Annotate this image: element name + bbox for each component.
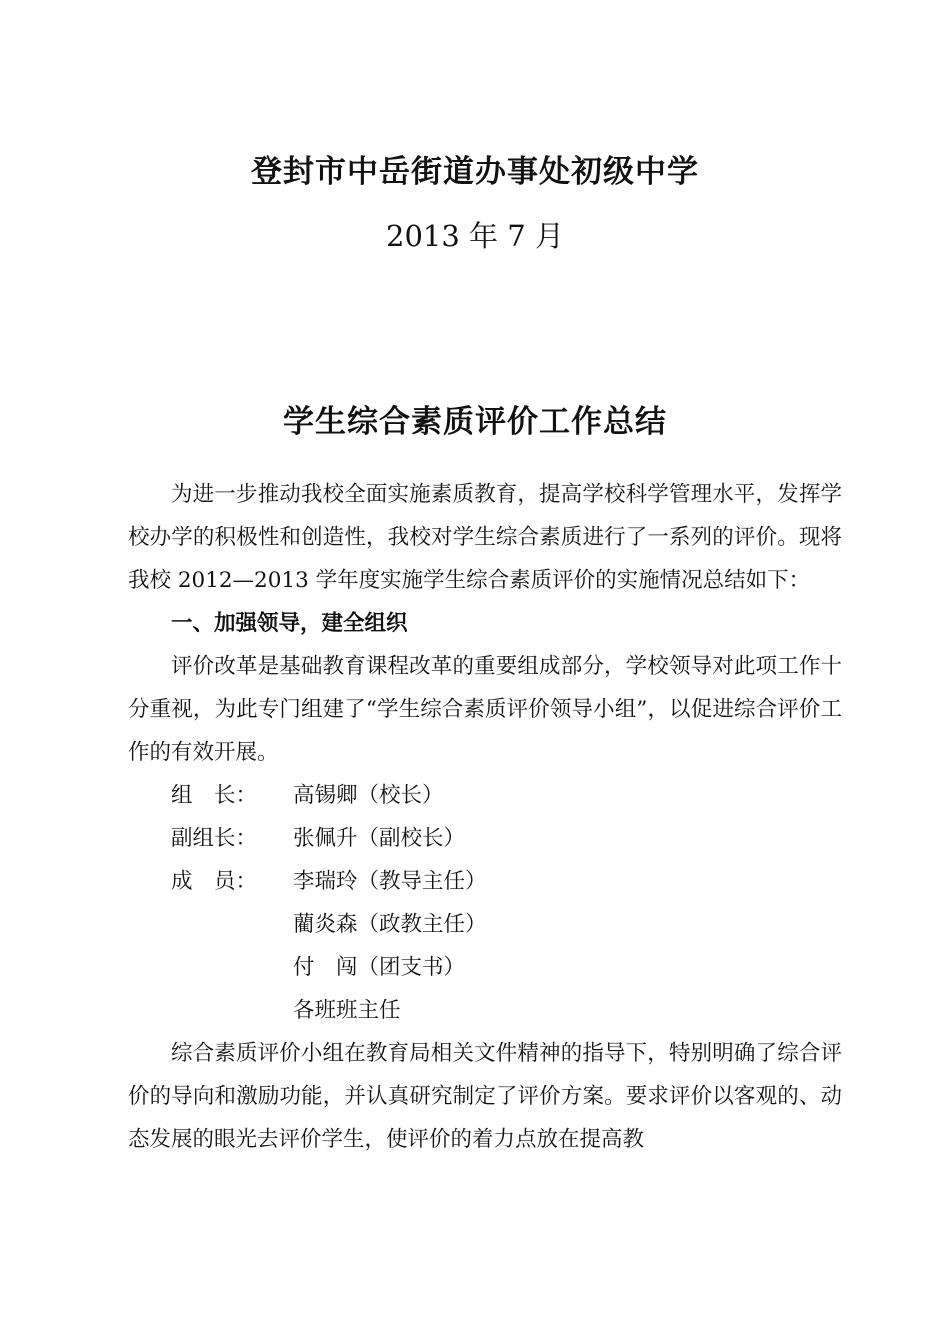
member-role — [171, 989, 293, 1032]
member-role: 组 长： — [171, 783, 258, 808]
member-name: 付 闯（团支书） — [293, 955, 466, 980]
section-heading: 一、加强领导，建全组织 — [171, 611, 408, 636]
school-name: 登封市中岳街道办事处初级中学 — [251, 154, 699, 190]
section-paragraph-2: 综合素质评价小组在教育局相关文件精神的指导下，特别明确了综合评价的导向和激励功能，并认真研究制定了评价方案。要求评价以客观的、动态发展的眼光去评价学生，使评价的着力点放在提高教 — [128, 1041, 842, 1152]
member-role: 成 员： — [171, 869, 258, 894]
member-list — [128, 774, 842, 1032]
member-name: 藺炎森（政教主任） — [293, 912, 487, 937]
member-role — [171, 903, 293, 946]
member-name: 张佩升（副校长） — [293, 826, 466, 851]
member-role — [171, 946, 293, 989]
intro-paragraph: 为进一步推动我校全面实施素质教育，提高学校科学管理水平，发挥学校办学的积极性和创造性，我校对学生综合素质进行了一系列的评价。现将我校 2012—2013 学年度实施学生综合素质评价的实施情况总结如下： — [128, 482, 842, 593]
member-name: 高锡卿（校长） — [293, 783, 444, 808]
member-row — [128, 774, 842, 817]
section-paragraph: 评价改革是基础教育课程改革的重要组成部分，学校领导对此项工作十分重视，为此专门组建了“学生综合素质评价领导小组”，以促进综合评价工作的有效开展。 — [128, 654, 842, 765]
member-name: 李瑞玲（教导主任） — [293, 869, 487, 894]
member-row — [128, 989, 842, 1032]
member-row — [128, 817, 842, 860]
member-row — [128, 903, 842, 946]
cover-date: 2013 年 7 月 — [386, 219, 564, 253]
member-row — [128, 946, 842, 989]
member-role: 副组长： — [171, 826, 258, 851]
document-title: 学生综合素质评价工作总结 — [283, 404, 667, 440]
member-name: 各班班主任 — [293, 998, 401, 1023]
document-body — [128, 473, 842, 1161]
member-row — [128, 860, 842, 903]
